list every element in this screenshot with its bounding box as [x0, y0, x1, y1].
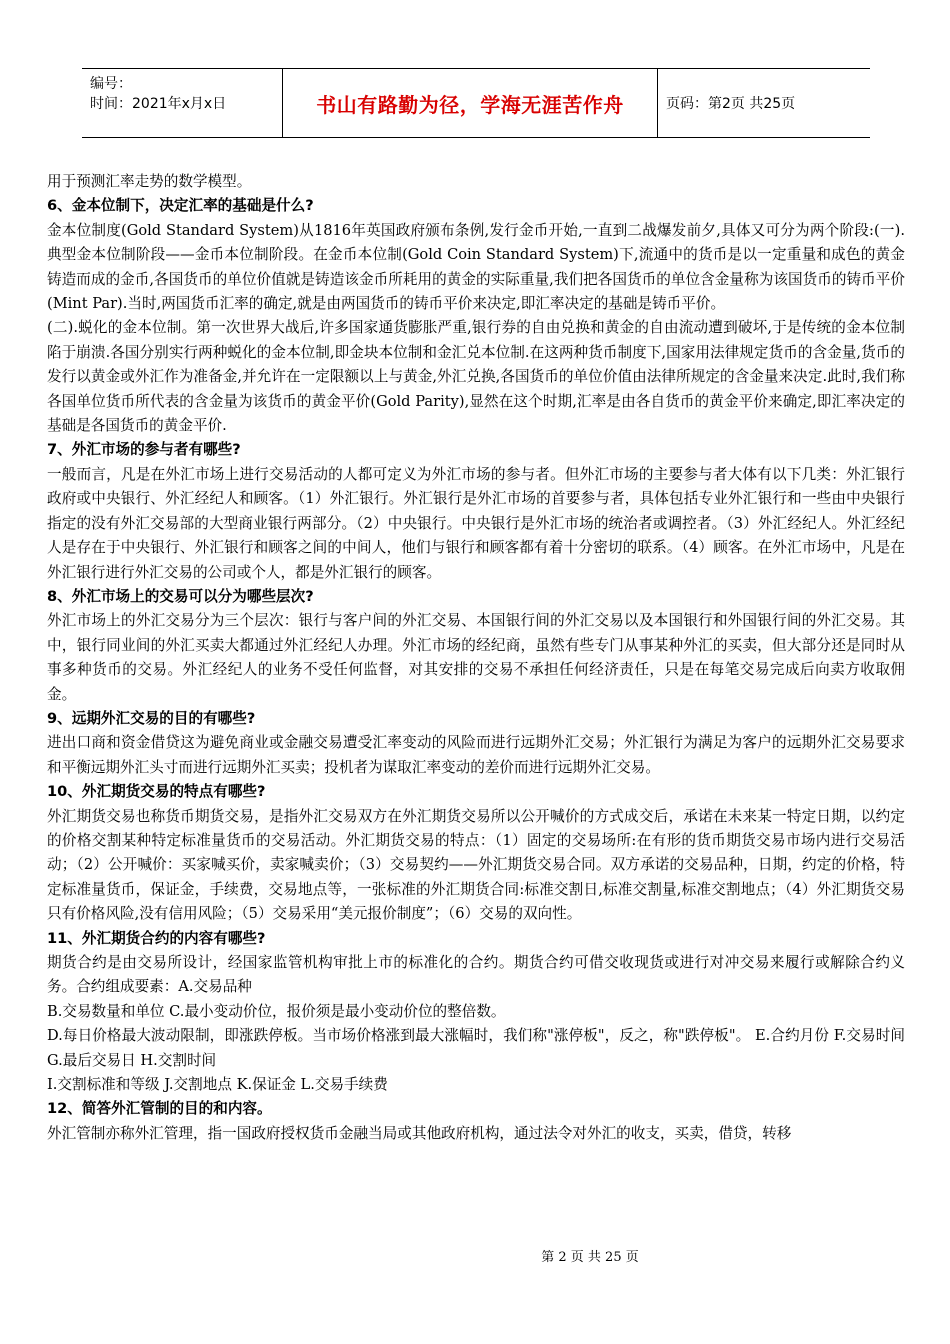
number-label: 编号： [90, 76, 132, 92]
paragraph: I.交割标准和等级 J.交割地点 K.保证金 L.交易手续费 [47, 1076, 388, 1094]
header-page-info: 页码：第2页 共25页 [666, 96, 796, 112]
document-body [47, 170, 905, 1146]
paragraph: D.每日价格最大波动限制，即涨跌停板。当市场价格涨到最大涨幅时，我们称"涨停板"，反之，称"跌停板"。 E.合约月份 F.交易时间 G.最后交易日 H.交割时间 [47, 1027, 905, 1069]
section-heading: 6、金本位制下，决定汇率的基础是什么? [47, 197, 314, 215]
paragraph: (二).蜕化的金本位制。第一次世界大战后,许多国家通货膨胀严重,银行券的自由兑换和黄金的自由流动遭到破坏,于是传统的金本位制陷于崩溃.各国分别实行两种蜕化的金本位制,即金块本位制和金汇兑本位制.在这两种货币制度下,国家用法律规定货币的含金量,货币的发行以黄金或外汇作为准备金,并允许在一定限额以上与黄金,外汇兑换,各国货币的单位价值由法律所规定的含金量来决定.此时,我们称各国单位货币所代表的含金量为该货币的黄金平价(Gold Parity),显然在这个时期,汇率是由各自货币的黄金平价来确定,即汇率决定的基础是各国货币的黄金平价. [47, 319, 905, 435]
page-header [82, 68, 870, 138]
paragraph: 进出口商和资金借贷这为避免商业或金融交易遭受汇率变动的风险而进行远期外汇交易；外汇银行为满足为客户的远期外汇交易要求和平衡远期外汇头寸而进行远期外汇买卖；投机者为谋取汇率变动的差价而进行远期外汇交易。 [47, 734, 905, 776]
header-meta [82, 69, 282, 137]
paragraph: B.交易数量和单位 C.最小变动价位，报价须是最小变动价位的整倍数。 [47, 1002, 506, 1020]
page-footer [0, 1246, 950, 1265]
paragraph: 外汇市场上的外汇交易分为三个层次：银行与客户间的外汇交易、本国银行间的外汇交易以及本国银行和外国银行间的外汇交易。其中，银行同业间的外汇买卖大都通过外汇经纪人办理。外汇市场的经纪商，虽然有些专门从事某种外汇的买卖，但大部分还是同时从事多种货币的交易。外汇经纪人的业务不受任何监督，对其安排的交易不承担任何经济责任，只是在每笔交易完成后向卖方收取佣金。 [47, 612, 905, 703]
section-heading: 11、外汇期货合约的内容有哪些? [47, 929, 266, 947]
paragraph: 期货合约是由交易所设计，经国家监管机构审批上市的标准化的合约。期货合约可借交收现货或进行对冲交易来履行或解除合约义务。合约组成要素：A.交易品种 [47, 954, 905, 996]
footer-page-number: 第 2 页 共 25 页 [541, 1250, 639, 1265]
paragraph: 一般而言，凡是在外汇市场上进行交易活动的人都可定义为外汇市场的参与者。但外汇市场的主要参与者大体有以下几类：外汇银行政府或中央银行、外汇经纪人和顾客。（1）外汇银行。外汇银行是外汇市场的首要参与者，具体包括专业外汇银行和一些由中央银行指定的没有外汇交易部的大型商业银行两部分。（2）中央银行。中央银行是外汇市场的统治者或调控者。（3）外汇经纪人。外汇经纪人是存在于中央银行、外汇银行和顾客之间的中间人，他们与银行和顾客都有着十分密切的联系。（4）顾客。在外汇市场中，凡是在外汇银行进行外汇交易的公司或个人，都是外汇银行的顾客。 [47, 465, 905, 581]
section-heading: 10、外汇期货交易的特点有哪些? [47, 783, 266, 801]
paragraph: 外汇期货交易也称货币期货交易，是指外汇交易双方在外汇期货交易所以公开喊价的方式成交后，承诺在未来某一特定日期，以约定的价格交割某种特定标准量货币的交易活动。外汇期货交易的特点：（1）固定的交易场所:在有形的货币期货交易市场内进行交易活动；（2）公开喊价：买家喊买价，卖家喊卖价；（3）交易契约——外汇期货交易合同。双方承诺的交易品种，日期，约定的价格，特定标准量货币，保证金，手续费，交易地点等，一张标准的外汇期货合同:标准交割日,标准交割量,标准交割地点；（4）外汇期货交易只有价格风险,没有信用风险；（5）交易采用“美元报价制度”；（6）交易的双向性。 [47, 807, 905, 923]
paragraph: 外汇管制亦称外汇管理，指一国政府授权货币金融当局或其他政府机构，通过法令对外汇的收支，买卖，借贷，转移 [47, 1124, 792, 1142]
header-motto: 书山有路勤为径，学海无涯苦作舟 [282, 69, 658, 137]
section-heading: 9、远期外汇交易的目的有哪些? [47, 709, 256, 727]
section-heading: 12、简答外汇管制的目的和内容。 [47, 1100, 272, 1118]
section-heading: 8、外汇市场上的交易可以分为哪些层次? [47, 587, 314, 605]
paragraph: 金本位制度(Gold Standard System)从1816年英国政府颁布条例,发行金币开始,一直到二战爆发前夕,具体又可分为两个阶段:(一).典型金本位制阶段——金币本位制阶段。在金币本位制(Gold Coin Standard System)下,流通中的货币是以一定重量和成色的黄金铸造而成的金币,各国货币的单位价值就是铸造该金币所耗用的黄金的实际重量,我们把各国货币的单位含金量称为该国货币的铸币平价(Mint Par).当时,两国货币汇率的确定,就是由两国货币的铸币平价来决定,即汇率决定的基础是铸币平价。 [47, 221, 905, 313]
paragraph: 用于预测汇率走势的数学模型。 [47, 173, 252, 190]
time-label: 时间：2021年x月x日 [90, 96, 227, 112]
section-heading: 7、外汇市场的参与者有哪些? [47, 441, 241, 459]
